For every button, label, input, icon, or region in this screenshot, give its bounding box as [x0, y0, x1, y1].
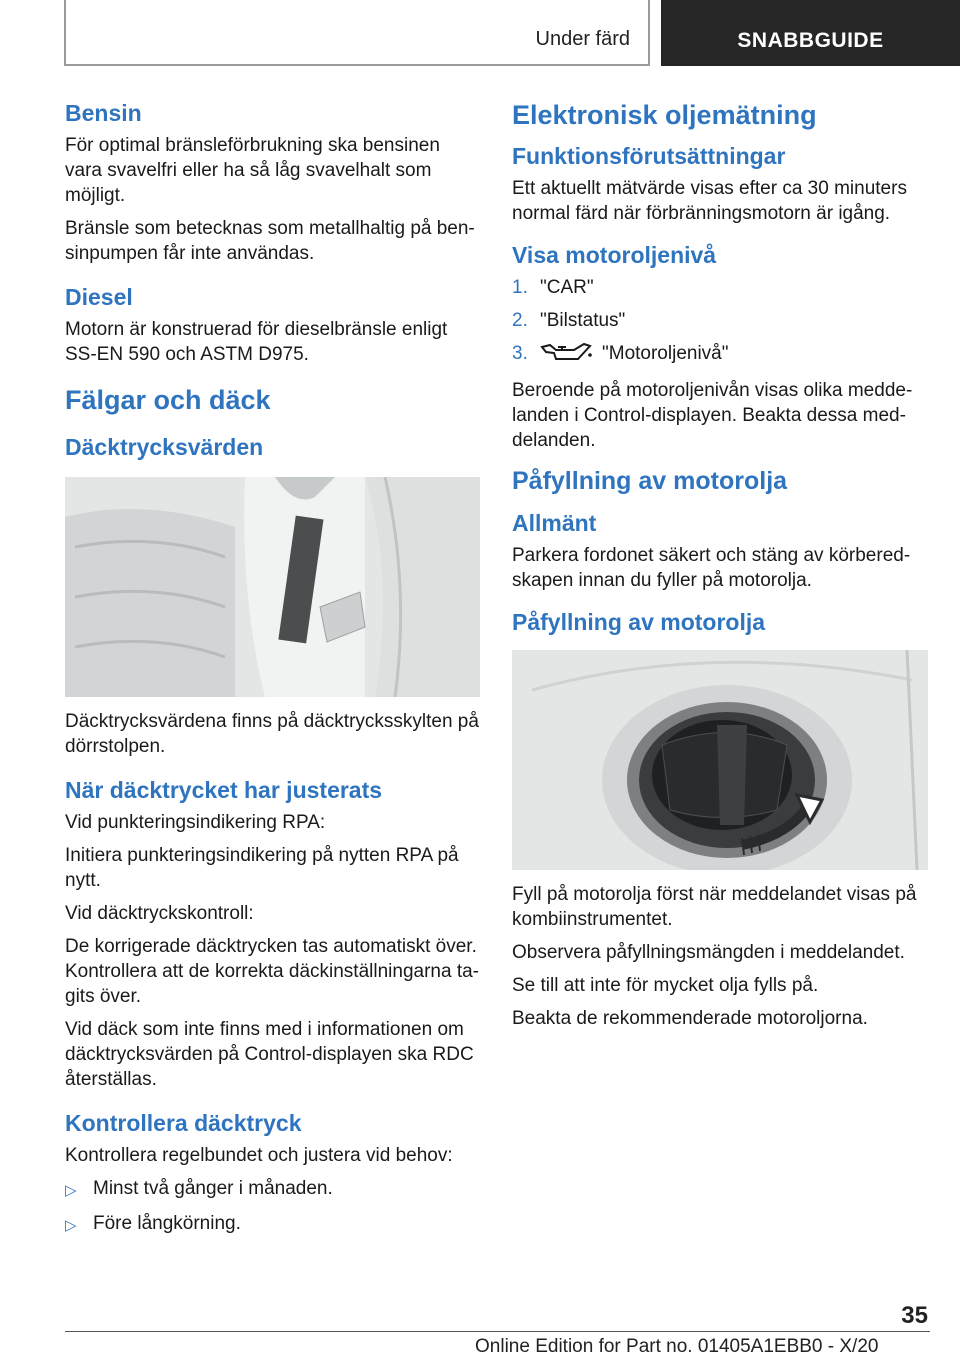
justerat-paragraph-2: Initiera punkteringsindikering på nytten RPA på nytt. — [65, 845, 459, 891]
list-item-text: Före långkörning. — [93, 1213, 241, 1234]
justerat-paragraph-5: Vid däck som inte finns med i informationen om däcktrycksvärden på Control-displayen ska RDC återställas. — [65, 1019, 474, 1090]
step-number: 2. — [512, 310, 528, 331]
door-pillar-image — [65, 477, 480, 697]
pafyll-paragraph-2: Observera påfyllningsmängden i meddelandet. — [512, 942, 905, 963]
diesel-paragraph: Motorn är konstruerad för dieselbränsle enligt SS-EN 590 och ASTM D975. — [65, 319, 448, 365]
footer-divider — [65, 1331, 930, 1332]
door-pillar-illustration — [65, 477, 480, 697]
step-item — [512, 308, 930, 333]
triangle-bullet-icon: ▷ — [65, 1217, 77, 1234]
heading-falgar-och-dack: Fälgar och däck — [65, 385, 271, 415]
pafyll-paragraph-1: Fyll på motorolja först när meddelandet visas på kombiinstrumentet. — [512, 884, 917, 930]
dacktryck-paragraph: Däcktrycksvärdena finns på däcktrycksskylten på dörrstolpen. — [65, 711, 479, 757]
right-column — [512, 100, 930, 1039]
heading-pafyllning-av-motorolja-sub: Påfyllning av motorolja — [512, 609, 766, 635]
justerat-paragraph-1: Vid punkteringsindikering RPA: — [65, 812, 326, 833]
heading-bensin: Bensin — [65, 100, 142, 126]
heading-pafyllning-av-motorolja: Påfyllning av motorolja — [512, 467, 788, 495]
pafyll-paragraph-3: Se till att inte för mycket olja fylls på. — [512, 975, 819, 996]
list-item-text: Minst två gånger i månaden. — [93, 1178, 333, 1199]
footer-edition-text: Online Edition for Part no. 01405A1EBB0 - X/20 — [475, 1336, 879, 1357]
heading-elektronisk-oljematning: Elektronisk oljemätning — [512, 100, 817, 130]
header-tab-snabbguide: SNABBGUIDE — [661, 0, 960, 66]
triangle-bullet-icon: ▷ — [65, 1182, 77, 1199]
kontroll-paragraph: Kontrollera regelbundet och justera vid behov: — [65, 1145, 453, 1166]
justerat-paragraph-3: Vid däcktryckskontroll: — [65, 903, 254, 924]
page-number: 35 — [901, 1302, 928, 1329]
step-text: "Motoroljenivå" — [602, 343, 729, 364]
oil-filler-cap-illustration — [512, 650, 928, 870]
step-item — [512, 275, 930, 300]
step-item — [512, 341, 930, 370]
pafyll-paragraph-4: Beakta de rekommenderade motoroljorna. — [512, 1008, 868, 1029]
bensin-paragraph-2: Bränsle som betecknas som metallhaltig på ben-sinpumpen får inte användas. — [65, 218, 475, 264]
list-item — [65, 1211, 480, 1238]
step-number: 3. — [512, 343, 528, 364]
heading-allmant: Allmänt — [512, 510, 597, 536]
visa-paragraph: Beroende på motoroljenivån visas olika medde-landen i Control-displayen. Beakta dessa med-delanden. — [512, 380, 913, 451]
bensin-paragraph-1: För optimal bränsleförbrukning ska bensinen vara svavelfri eller ha så låg svavelhalt som möjligt. — [65, 135, 440, 206]
step-number: 1. — [512, 277, 528, 298]
heading-nar-dacktrycket-har-justerats: När däcktrycket har justerats — [65, 777, 383, 803]
heading-kontrollera-dacktryck: Kontrollera däcktryck — [65, 1110, 302, 1136]
step-text: "CAR" — [540, 277, 594, 298]
left-column — [65, 100, 480, 1246]
heading-visa-motoroljeniva: Visa motoroljenivå — [512, 242, 717, 268]
oil-filler-cap-image — [512, 650, 928, 870]
allmant-paragraph: Parkera fordonet säkert och stäng av körbered-skapen innan du fyller på motorolja. — [512, 545, 911, 591]
header-section-title: Under färd — [535, 28, 630, 50]
step-text: "Bilstatus" — [540, 310, 626, 331]
oil-can-icon — [540, 341, 592, 370]
heading-dacktrycksvarden: Däcktrycksvärden — [65, 434, 264, 460]
heading-funktionsforutsattningar: Funktionsförutsättningar — [512, 143, 786, 169]
list-item — [65, 1176, 480, 1203]
justerat-paragraph-4: De korrigerade däcktrycken tas automatiskt över. Kontrollera att de korrekta däckinställningarna ta-gits över. — [65, 936, 480, 1007]
funk-paragraph: Ett aktuellt mätvärde visas efter ca 30 minuters normal färd när förbränningsmotorn är igång. — [512, 178, 907, 224]
heading-diesel: Diesel — [65, 284, 133, 310]
